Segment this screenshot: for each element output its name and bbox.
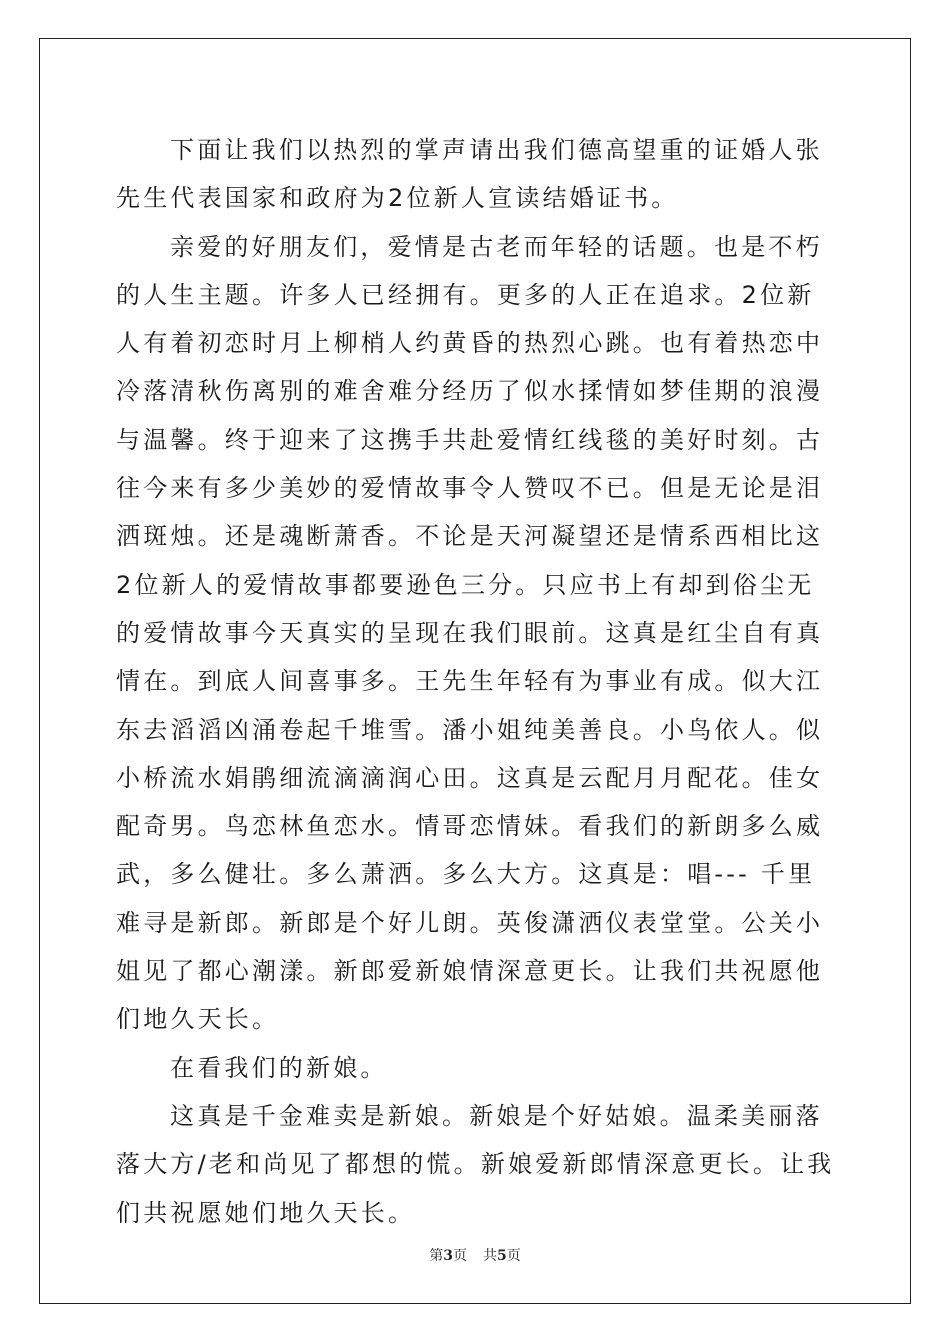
paragraph-1: 下面让我们以热烈的掌声请出我们德高望重的证婚人张先生代表国家和政府为2位新人宣读结婚证书。 — [116, 136, 823, 213]
total-pages: 5 — [497, 1248, 507, 1264]
paragraph-4: 这真是千金难卖是新娘。新娘是个好姑娘。温柔美丽落落大方/老和尚见了都想的慌。新娘爱新郎情深意更长。让我们共祝愿她们地久天长。 — [116, 1101, 835, 1227]
page-label-suffix: 页 — [453, 1248, 467, 1264]
page-number: 3 — [443, 1248, 453, 1264]
document-body — [116, 126, 836, 1237]
paragraph-3: 在看我们的新娘。 — [170, 1053, 388, 1082]
paragraph-2: 亲爱的好朋友们，爱情是古老而年轻的话题。也是不朽的人生主题。许多人已经拥有。更多的人正在追求。2位新人有着初恋时月上柳梢人约黄昏的热烈心跳。也有着热恋中冷落清秋伤离别的难舍难分经历了似水揉情如梦佳期的浪漫与温馨。终于迎来了这携手共赴爱情红线毯的美好时刻。古往今来有多少美妙的爱情故事令人赞叹不已。但是无论是泪洒斑烛。还是魂断萧香。不论是天河凝望还是情系西相比这2位新人的爱情故事都要逊色三分。只应书上有却到俗尘无的爱情故事今天真实的呈现在我们眼前。这真是红尘自有真情在。到底人间喜事多。王先生年轻有为事业有成。似大江东去滔滔凶涌卷起千堆雪。潘小姐纯美善良。小鸟依人。似小桥流水娟鹃细流滴滴润心田。这真是云配月月配花。佳女配奇男。鸟恋林鱼恋水。情哥恋情妹。看我们的新朗多么威武，多么健壮。多么萧洒。多么大方。这真是：唱--- 千里难寻是新郎。新郎是个好儿朗。英俊潇洒仪表堂堂。公关小姐见了都心潮漾。新郎爱新娘情深意更长。让我们共祝愿他们地久天长。 — [116, 232, 824, 1034]
page-label-prefix: 第 — [429, 1248, 444, 1264]
page-footer — [0, 1245, 950, 1265]
total-label-suffix: 页 — [506, 1248, 521, 1264]
total-label-prefix: 共 — [483, 1248, 497, 1264]
